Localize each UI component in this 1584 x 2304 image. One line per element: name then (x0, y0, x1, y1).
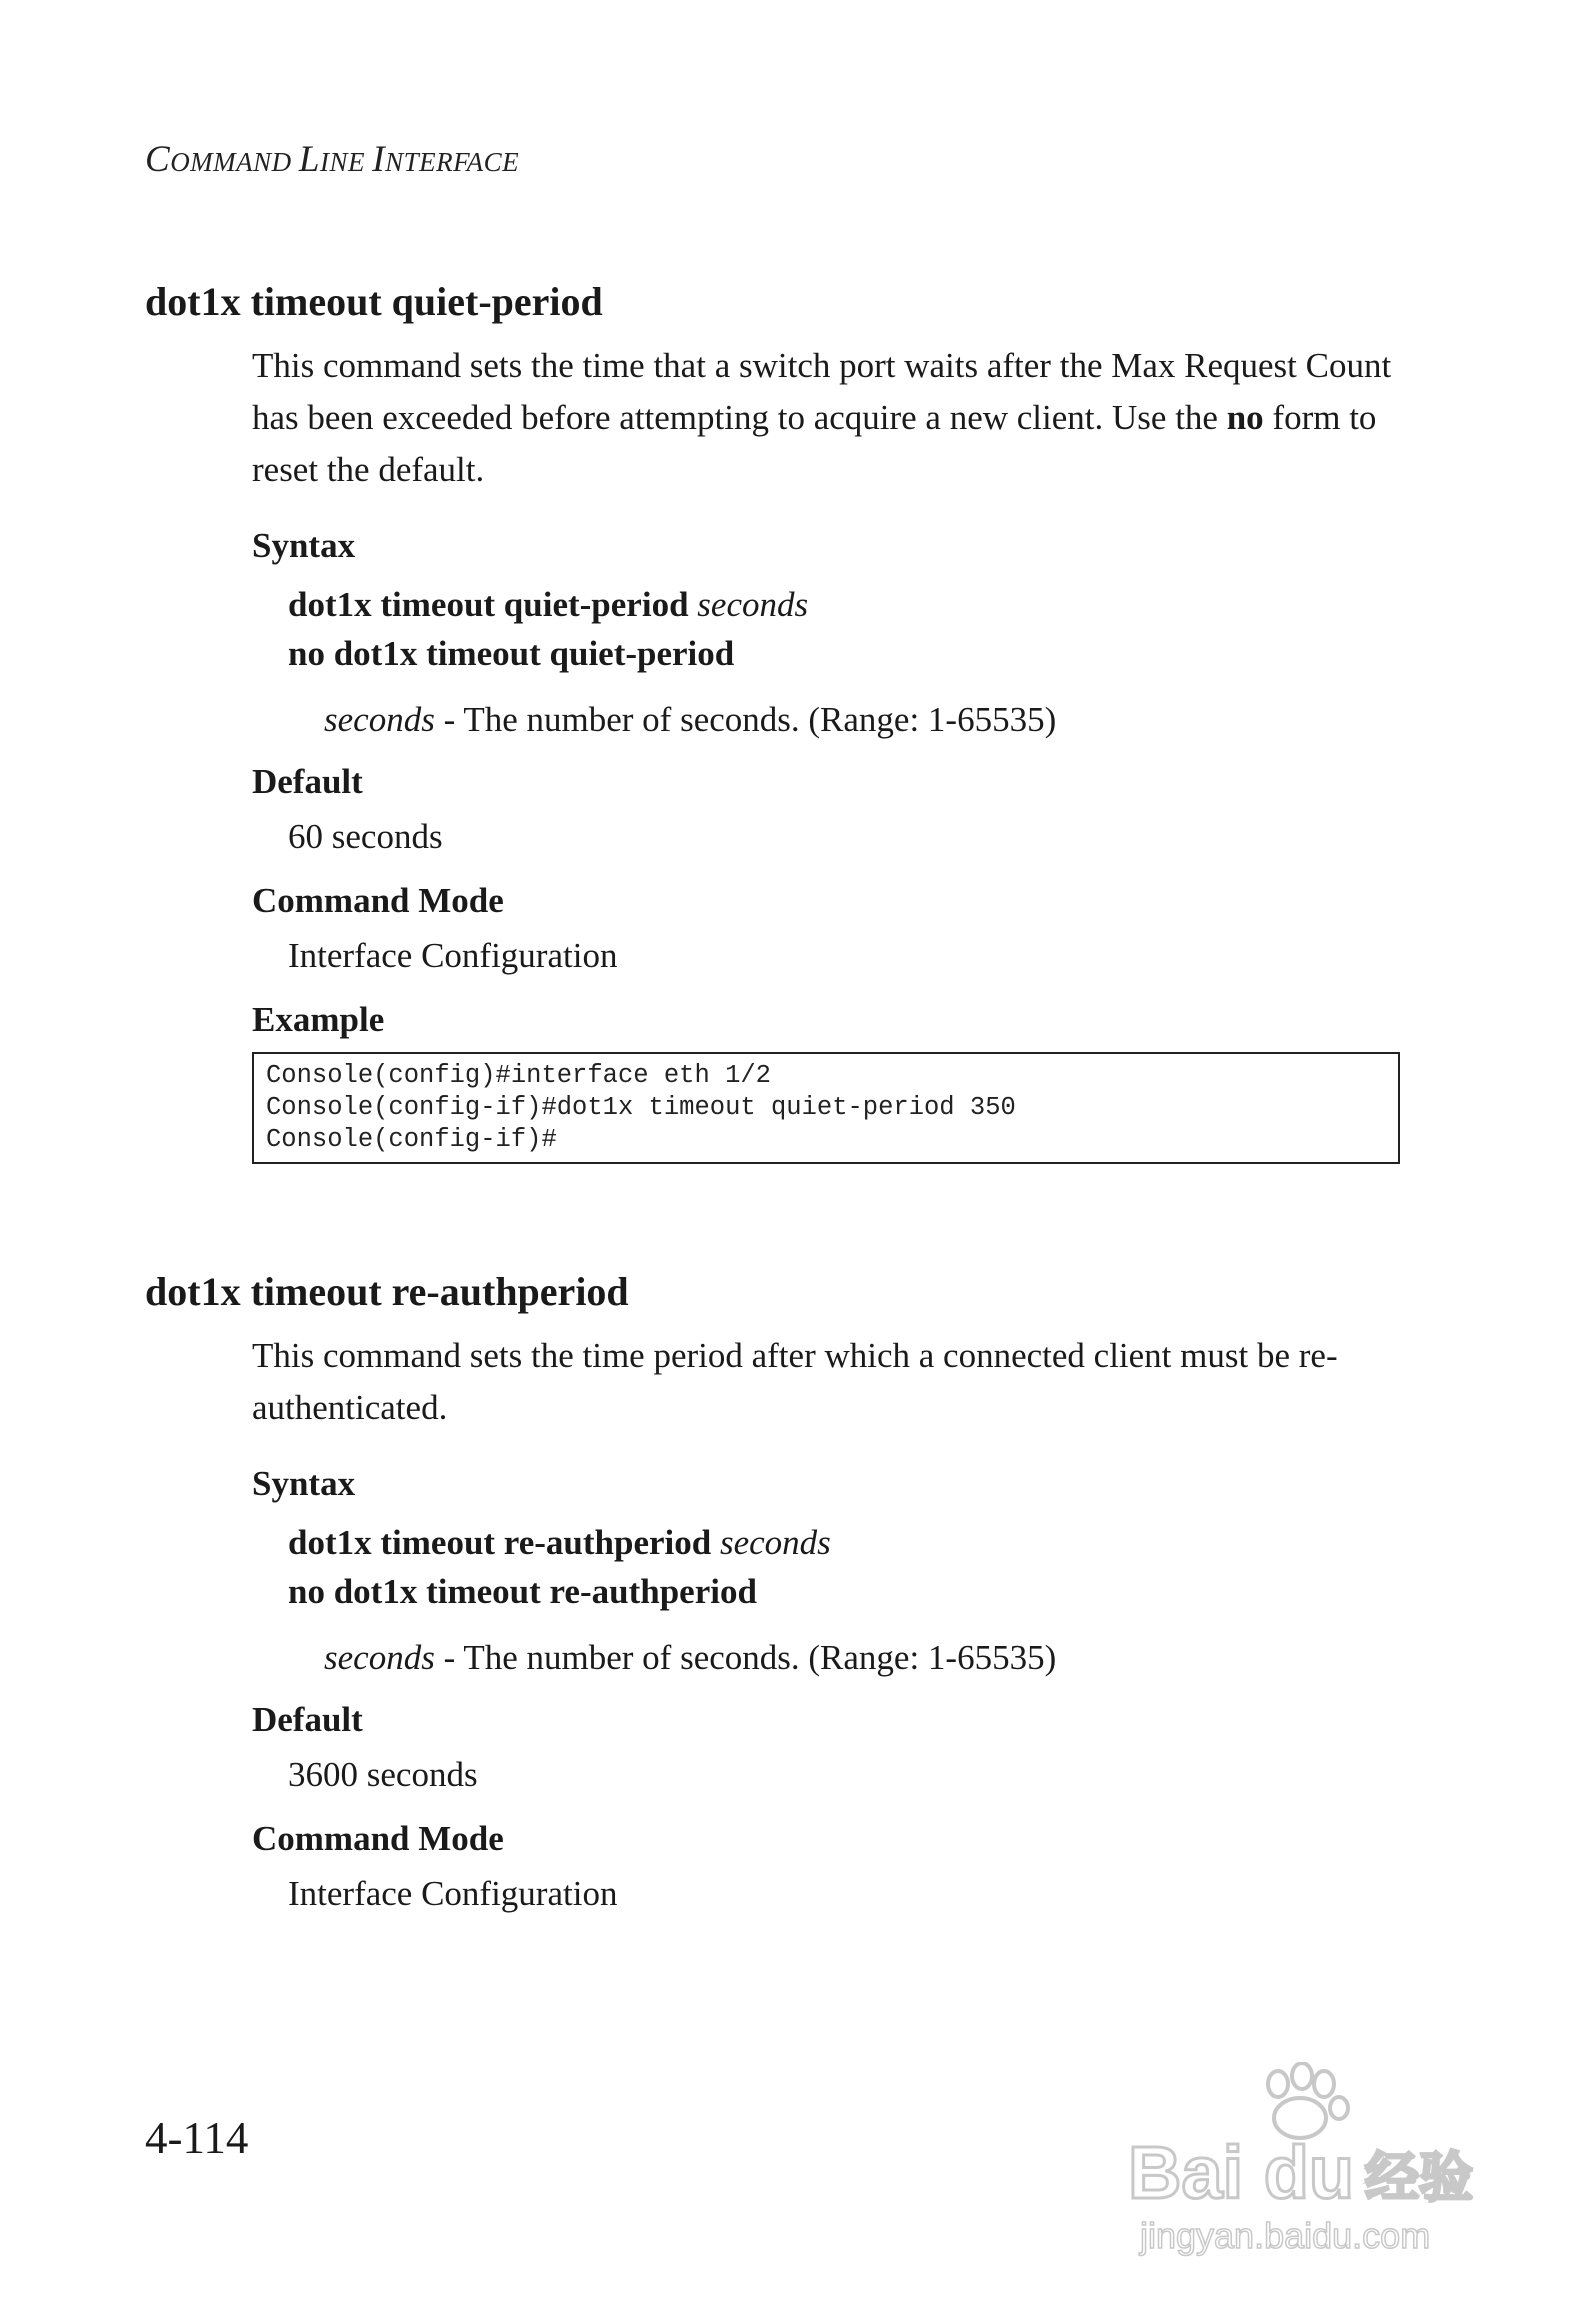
description-keyword-no: no (1226, 398, 1264, 437)
syntax-command (288, 580, 1405, 629)
example-code-line: Console(config-if)#dot1x timeout quiet-period 350 (266, 1093, 1016, 1122)
paw-icon (1268, 2063, 1348, 2138)
command-mode-heading: Command Mode (252, 1819, 504, 1858)
command-mode-value: Interface Configuration (288, 936, 618, 975)
parameter-name: seconds (324, 1638, 435, 1677)
baidu-watermark-logo (1110, 2062, 1500, 2262)
command-mode-value: Interface Configuration (288, 1874, 618, 1913)
syntax-command-name: dot1x timeout quiet-period (288, 585, 689, 624)
running-head-ommand: OMMAND (170, 147, 299, 177)
example-code-box (252, 1052, 1400, 1164)
running-head-cap-i: I (372, 139, 386, 180)
command-description (252, 340, 1402, 496)
default-heading: Default (252, 1700, 363, 1739)
running-head-ine: INE (320, 147, 373, 177)
command-mode-heading: Command Mode (252, 881, 504, 920)
command-title: dot1x timeout re-authperiod (145, 1269, 629, 1314)
running-head (145, 138, 519, 181)
default-heading: Default (252, 762, 363, 801)
description-text-end: form to reset the default. (252, 398, 1377, 489)
watermark-cn-text: 经验 (1365, 2146, 1473, 2209)
command-title: dot1x timeout quiet-period (145, 279, 603, 324)
syntax-command-name: dot1x timeout re-authperiod (288, 1523, 712, 1562)
syntax-argument: seconds (719, 1523, 831, 1562)
section-quiet-period (145, 278, 1405, 1164)
syntax-heading: Syntax (252, 1464, 356, 1503)
running-head-cap-c: C (145, 139, 171, 180)
syntax-no-command-text: no dot1x timeout quiet-period (288, 634, 735, 673)
syntax-argument: seconds (697, 585, 809, 624)
parameter-text: - The number of seconds. (Range: 1-65535) (434, 700, 1057, 739)
syntax-heading: Syntax (252, 526, 356, 565)
default-value: 60 seconds (288, 817, 443, 856)
syntax-command (288, 1518, 1405, 1567)
parameter-text: - The number of seconds. (Range: 1-65535) (434, 1638, 1057, 1677)
section-re-authperiod (145, 1268, 1405, 1918)
example-code-line: Console(config)#interface eth 1/2 (266, 1061, 771, 1090)
example-code-line: Console(config-if)# (266, 1125, 557, 1154)
running-head-cap-l: L (298, 139, 320, 180)
syntax-no-command (288, 629, 1405, 678)
watermark-url: jingyan.baidu.com (1140, 2215, 1431, 2256)
parameter-description (324, 1633, 1405, 1682)
default-value: 3600 seconds (288, 1755, 478, 1794)
description-text: This command sets the time that a switch port waits after the Max Request Count has been exceeded before attempting to acquire a new client. Use the (252, 346, 1392, 437)
page-number: 4-114 (145, 2113, 249, 2163)
parameter-description (324, 695, 1405, 744)
running-head-nterface: NTERFACE (385, 147, 520, 177)
command-description: This command sets the time period after which a connected client must be re-authenticated. (252, 1336, 1338, 1427)
watermark-brand: Bai du (1128, 2131, 1355, 2214)
example-heading: Example (252, 1000, 385, 1039)
syntax-no-command-text: no dot1x timeout re-authperiod (288, 1572, 757, 1611)
parameter-name: seconds (324, 700, 435, 739)
syntax-no-command (288, 1567, 1405, 1616)
